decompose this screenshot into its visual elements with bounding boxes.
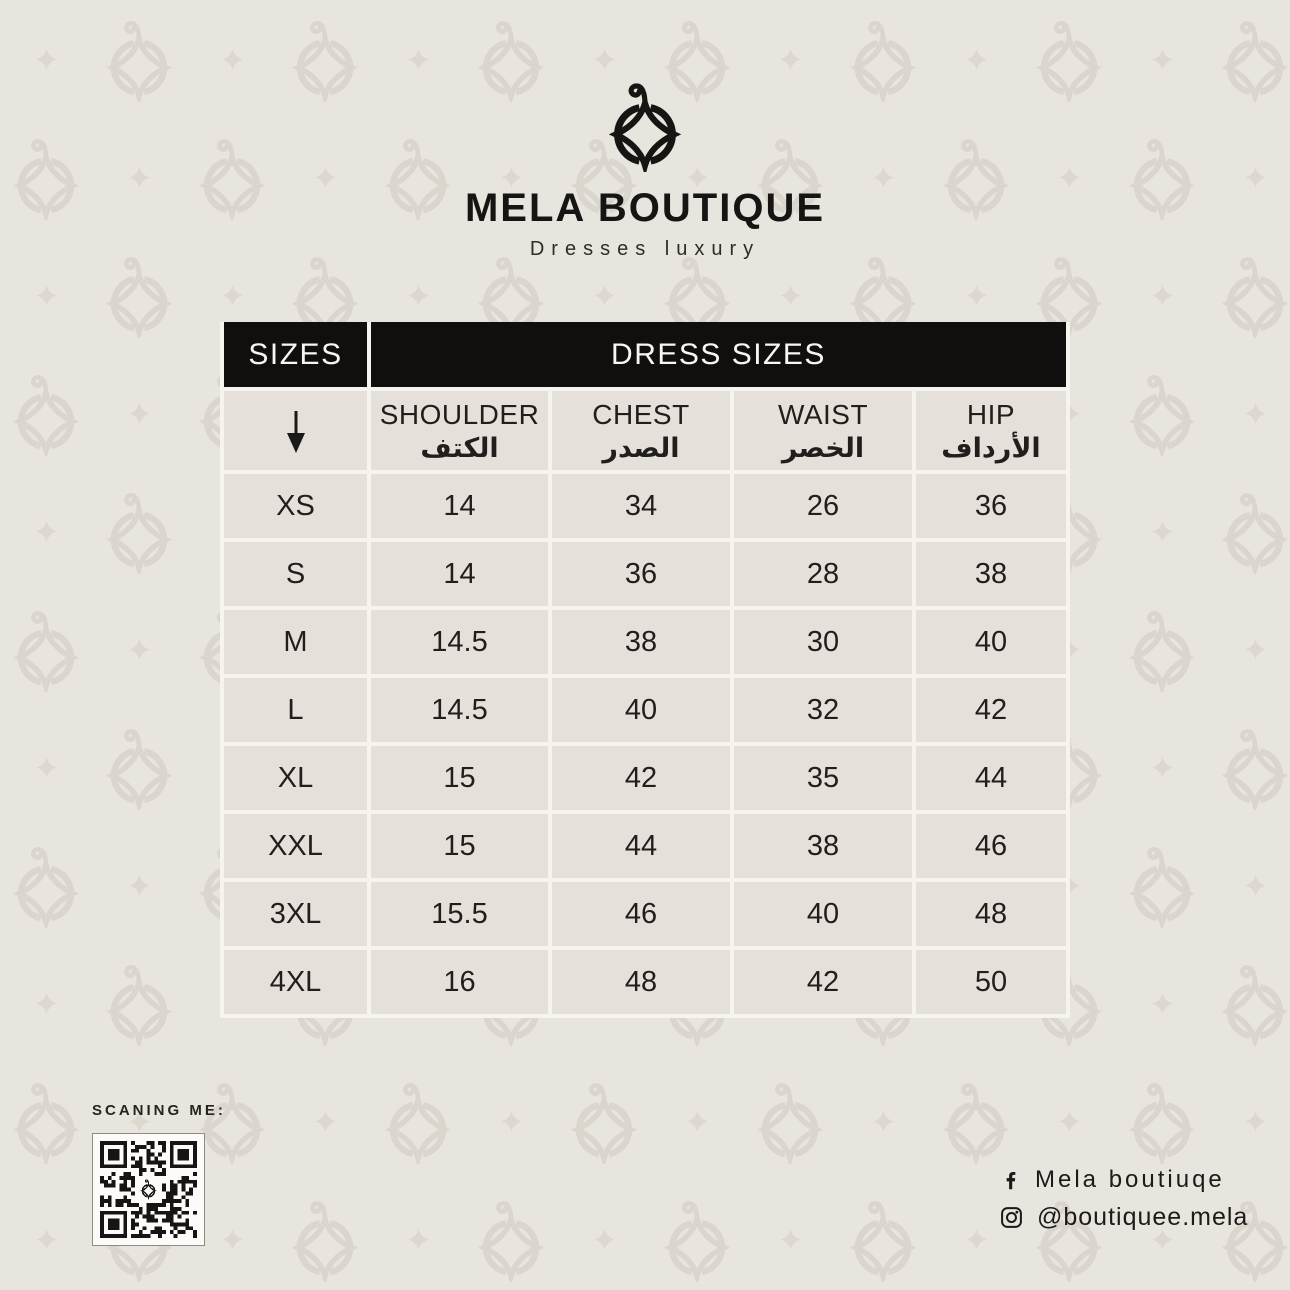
- value-cell: 14: [371, 474, 548, 538]
- value-cell: 38: [916, 542, 1066, 606]
- value-cell: 34: [552, 474, 730, 538]
- table-group-header: DRESS SIZES: [371, 322, 1066, 387]
- size-label: 3XL: [224, 882, 367, 946]
- value-cell: 15.5: [371, 882, 548, 946]
- column-label-ar: الصدر: [602, 432, 680, 464]
- column-header-chest: [552, 391, 730, 470]
- facebook-handle: Mela boutiuqe: [1035, 1166, 1225, 1193]
- value-cell: 48: [552, 950, 730, 1014]
- value-cell: 15: [371, 746, 548, 810]
- hanger-logo-icon: [598, 78, 692, 172]
- size-label: XL: [224, 746, 367, 810]
- value-cell: 40: [734, 882, 912, 946]
- value-cell: 30: [734, 610, 912, 674]
- size-label: XS: [224, 474, 367, 538]
- social-links: [1000, 1166, 1248, 1241]
- size-label: XXL: [224, 814, 367, 878]
- value-cell: 15: [371, 814, 548, 878]
- value-cell: 40: [552, 678, 730, 742]
- value-cell: 46: [916, 814, 1066, 878]
- value-cell: 42: [552, 746, 730, 810]
- column-header-shoulder: [371, 391, 548, 470]
- size-label: 4XL: [224, 950, 367, 1014]
- qr-code: [92, 1133, 205, 1246]
- value-cell: 42: [916, 678, 1066, 742]
- brand-tagline: Dresses luxury: [529, 238, 761, 260]
- column-label-ar: الخصر: [781, 432, 865, 464]
- brand-header: [0, 78, 1290, 261]
- column-label-ar: الأرداف: [941, 432, 1041, 464]
- column-header-waist: [734, 391, 912, 470]
- value-cell: 44: [552, 814, 730, 878]
- size-label: L: [224, 678, 367, 742]
- value-cell: 38: [734, 814, 912, 878]
- facebook-icon: [1000, 1168, 1021, 1192]
- value-cell: 14.5: [371, 678, 548, 742]
- value-cell: 42: [734, 950, 912, 1014]
- down-arrow-icon: [285, 409, 307, 455]
- qr-section: [92, 1102, 226, 1246]
- size-chart-table: [220, 322, 1070, 1018]
- column-label-en: HIP: [966, 399, 1016, 431]
- value-cell: 36: [916, 474, 1066, 538]
- value-cell: 50: [916, 950, 1066, 1014]
- value-cell: 44: [916, 746, 1066, 810]
- instagram-icon: [1000, 1206, 1023, 1229]
- column-label-en: CHEST: [592, 399, 690, 431]
- value-cell: 14.5: [371, 610, 548, 674]
- instagram-row: [1000, 1203, 1248, 1232]
- value-cell: 48: [916, 882, 1066, 946]
- column-header-hip: [916, 391, 1066, 470]
- brand-name: MELA BOUTIQUE: [464, 186, 826, 230]
- value-cell: 35: [734, 746, 912, 810]
- value-cell: 28: [734, 542, 912, 606]
- value-cell: 16: [371, 950, 548, 1014]
- value-cell: 14: [371, 542, 548, 606]
- value-cell: 26: [734, 474, 912, 538]
- instagram-handle: @boutiquee.mela: [1037, 1203, 1249, 1231]
- column-label-en: WAIST: [777, 399, 869, 431]
- size-label: S: [224, 542, 367, 606]
- value-cell: 36: [552, 542, 730, 606]
- value-cell: 40: [916, 610, 1066, 674]
- column-label-ar: الكتف: [420, 432, 499, 464]
- facebook-row: [1000, 1166, 1248, 1194]
- sizes-arrow-cell: [224, 391, 367, 470]
- value-cell: 38: [552, 610, 730, 674]
- table-corner-header: SIZES: [224, 322, 367, 387]
- qr-label: SCANING ME:: [92, 1102, 226, 1119]
- column-label-en: SHOULDER: [379, 399, 540, 431]
- size-label: M: [224, 610, 367, 674]
- value-cell: 46: [552, 882, 730, 946]
- value-cell: 32: [734, 678, 912, 742]
